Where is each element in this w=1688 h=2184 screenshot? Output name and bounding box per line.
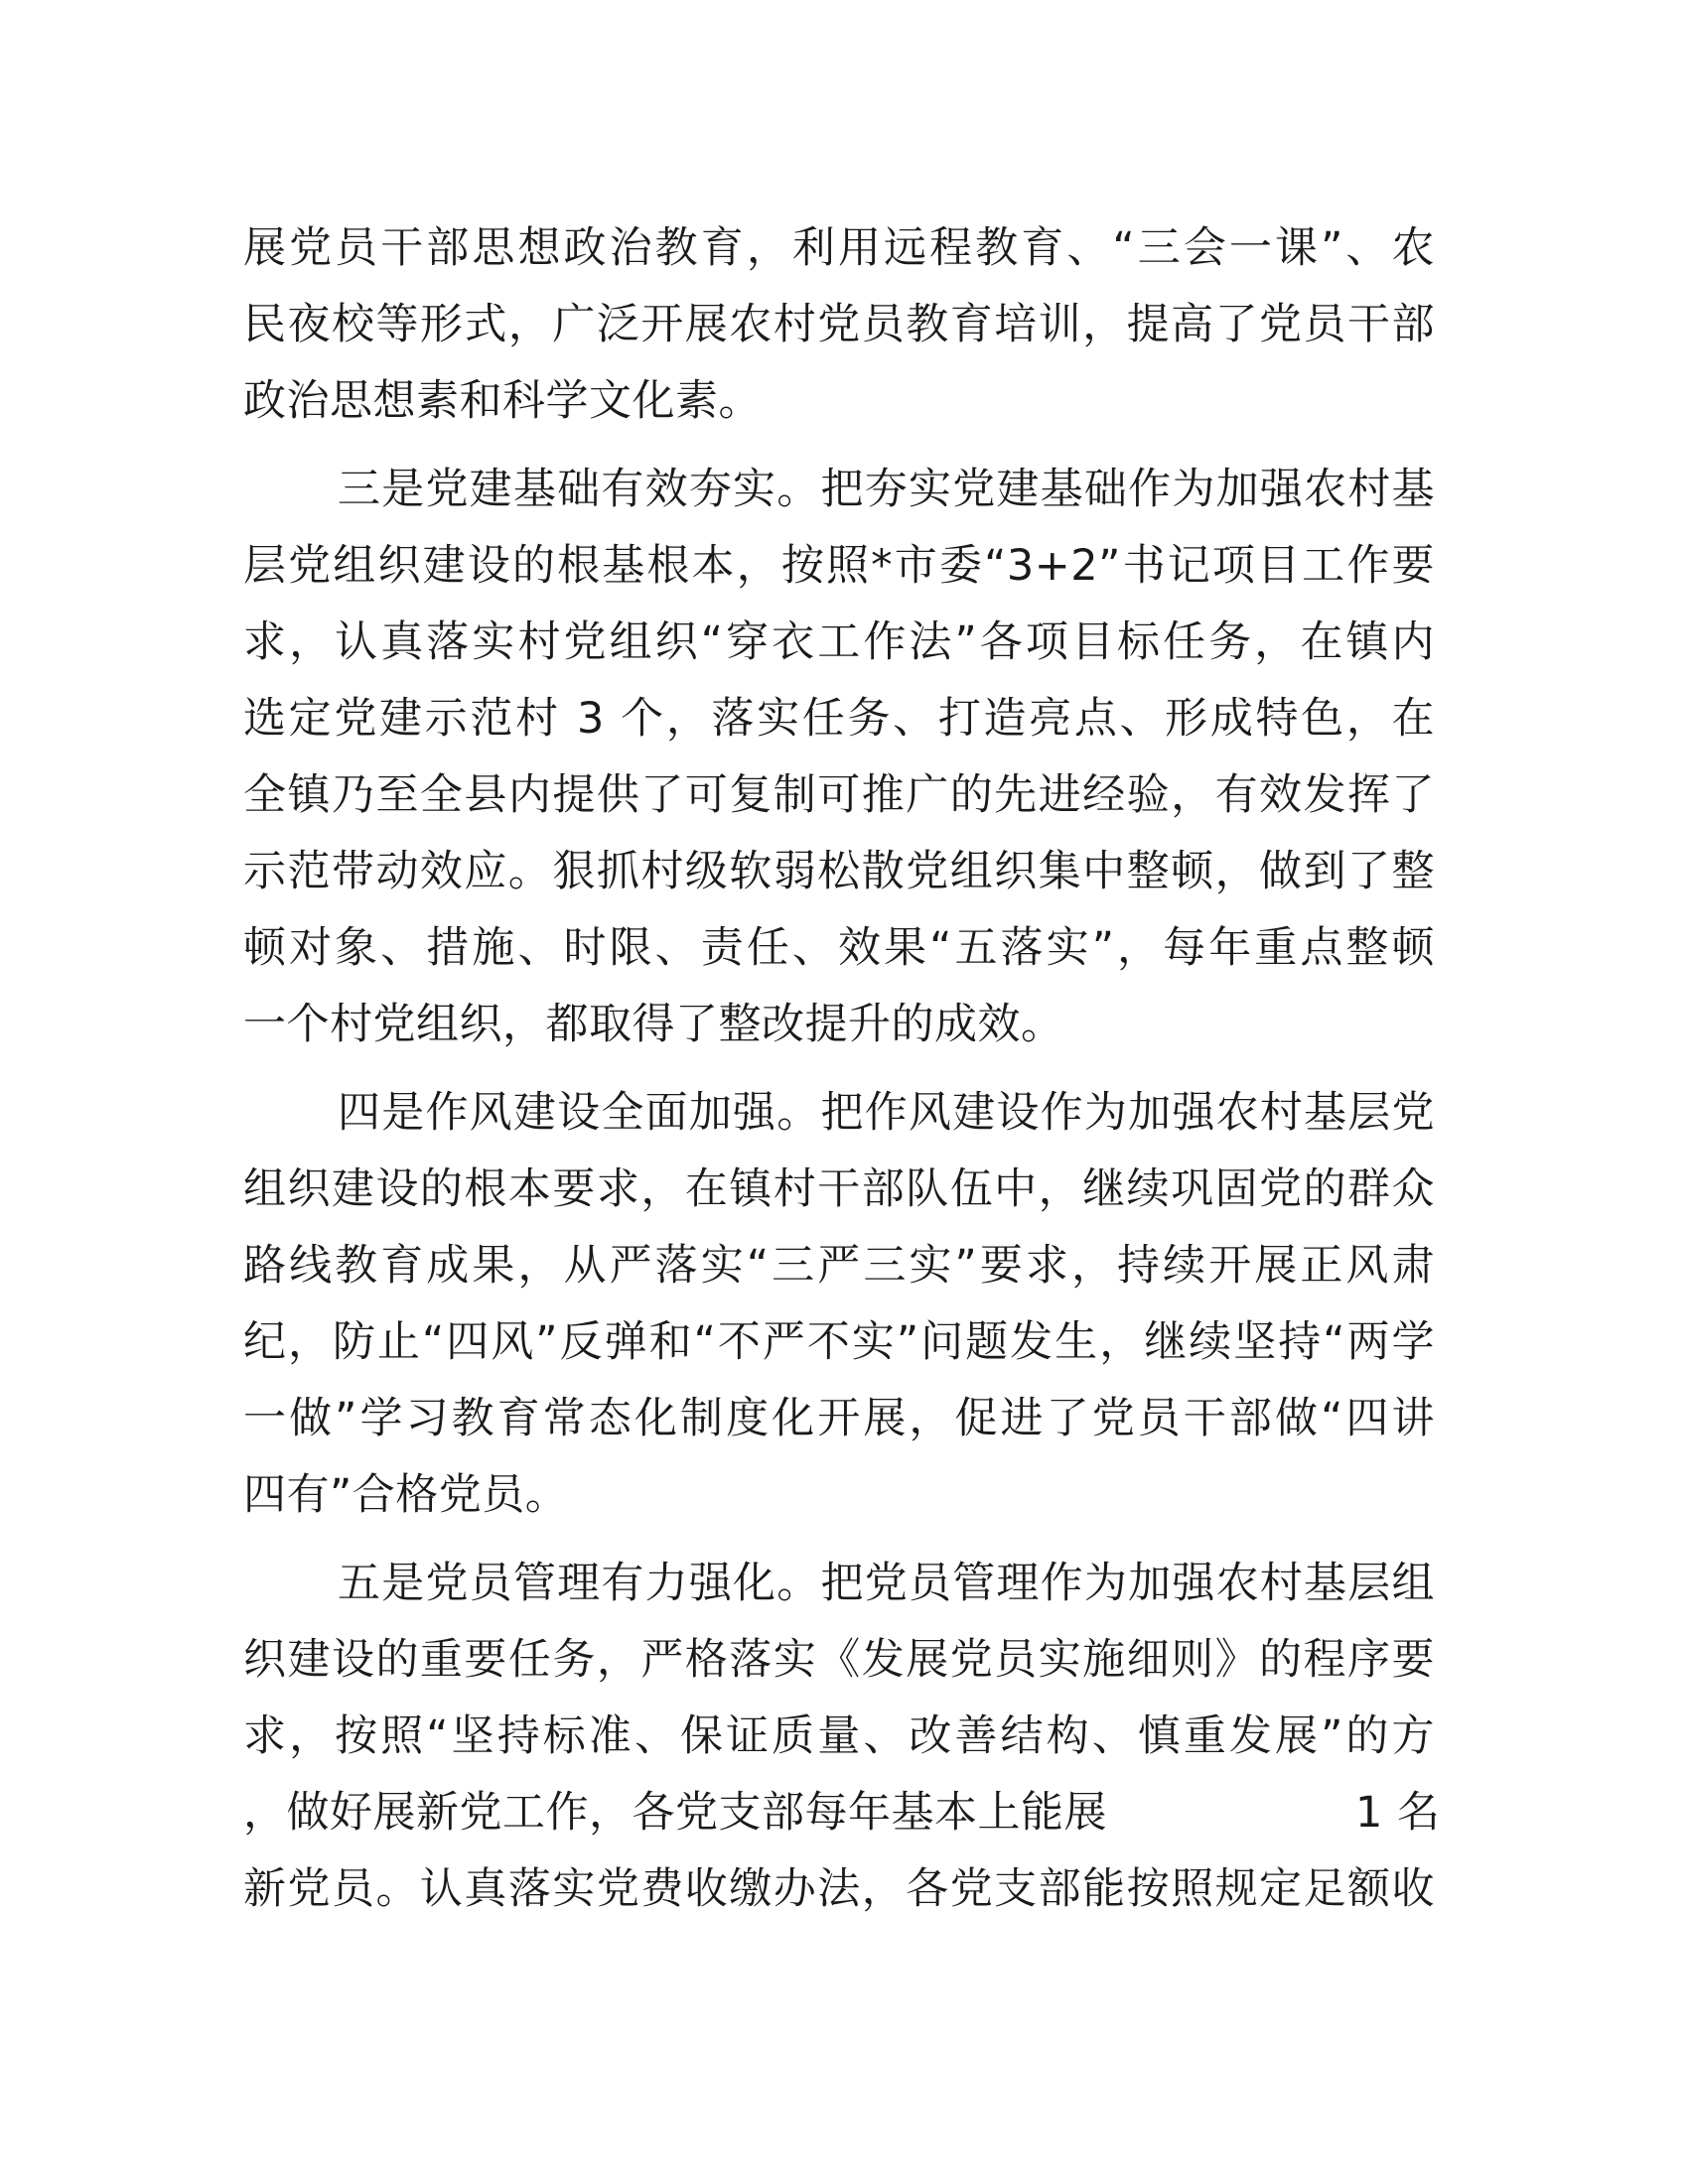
text-line: 政治思想素和科学文化素。 (243, 376, 762, 426)
paragraph-4-first-line: 四是作风建设全面加强。把作风建设作为加强农村基层党 (338, 1088, 1435, 1138)
text-line: 选定党建示范村 3 个，落实任务、打造亮点、形成特色，在 (243, 694, 1435, 744)
text-line: 纪，防止“四风”反弹和“不严不实”问题发生，继续坚持“两学 (243, 1317, 1435, 1367)
text-line: 四有”合格党员。 (243, 1470, 569, 1520)
paragraph-5-first-line: 五是党员管理有力强化。把党员管理作为加强农村基层组 (338, 1559, 1435, 1608)
text-line: 新党员。认真落实党费收缴办法，各党支部能按照规定足额收 (243, 1864, 1435, 1914)
text-line: 民夜校等形式，广泛开展农村党员教育培训，提高了党员干部 (243, 300, 1435, 349)
text-line: 路线教育成果，从严落实“三严三实”要求，持续开展正风肃 (243, 1241, 1435, 1291)
text-line-with-gap (243, 1778, 1441, 1847)
text-segment: 1 名 (1355, 1788, 1441, 1838)
text-line: 求，按照“坚持标准、保证质量、改善结构、慎重发展”的方 (243, 1711, 1435, 1761)
text-line: 示范带动效应。狠抓村级软弱松散党组织集中整顿，做到了整 (243, 847, 1435, 896)
text-line: 展党员干部思想政治教育，利用远程教育、“三会一课”、农 (243, 223, 1435, 273)
text-segment: ，做好展新党工作，各党支部每年基本上能展 (243, 1788, 1107, 1838)
text-line: 层党组织建设的根基根本，按照*市委“3+2”书记项目工作要 (243, 541, 1435, 591)
text-line: 顿对象、措施、时限、责任、效果“五落实”，每年重点整顿 (243, 923, 1435, 973)
text-line: 一做”学习教育常态化制度化开展，促进了党员干部做“四讲 (243, 1394, 1435, 1443)
text-line: 组织建设的根本要求，在镇村干部队伍中，继续巩固党的群众 (243, 1164, 1435, 1214)
text-line: 全镇乃至全县内提供了可复制可推广的先进经验，有效发挥了 (243, 770, 1435, 820)
paragraph-3-first-line: 三是党建基础有效夯实。把夯实党建基础作为加强农村基 (338, 465, 1435, 514)
text-line: 求，认真落实村党组织“穿衣工作法”各项目标任务，在镇内 (243, 617, 1435, 667)
text-line: 织建设的重要任务，严格落实《发展党员实施细则》的程序要 (243, 1635, 1435, 1685)
text-line: 一个村党组织，都取得了整改提升的成效。 (243, 1000, 1064, 1049)
